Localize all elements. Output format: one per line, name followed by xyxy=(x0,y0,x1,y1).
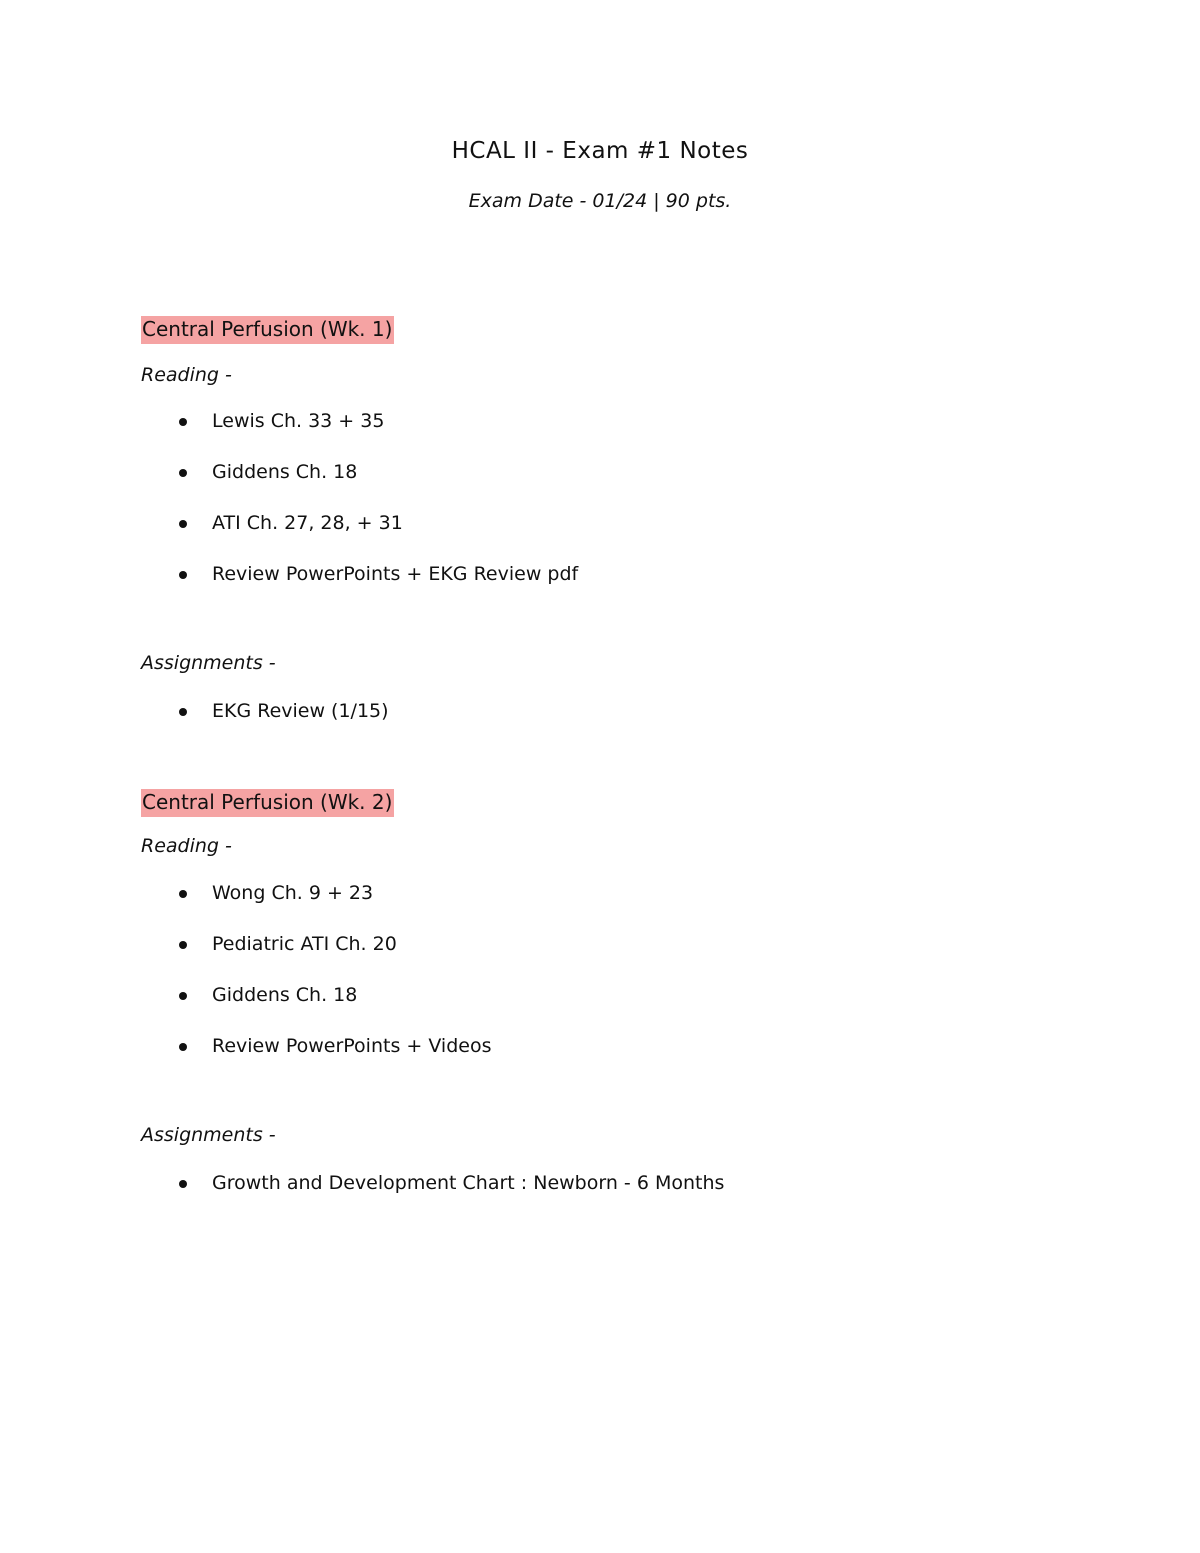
list-item-text: Giddens Ch. 18 xyxy=(212,984,358,1006)
list-item xyxy=(141,1034,1041,1085)
list-item xyxy=(141,460,1041,511)
list-item-text: EKG Review (1/15) xyxy=(212,700,389,722)
bullet-icon xyxy=(179,708,187,716)
assignments-list xyxy=(141,699,1041,750)
reading-label: Reading - xyxy=(141,364,232,386)
list-item-text: Pediatric ATI Ch. 20 xyxy=(212,933,397,955)
list-item-text: Wong Ch. 9 + 23 xyxy=(212,882,374,904)
list-item-text: Growth and Development Chart : Newborn - 6 Months xyxy=(212,1172,725,1194)
list-item-text: Lewis Ch. 33 + 35 xyxy=(212,410,385,432)
section-wk1 xyxy=(141,316,1041,750)
reading-label: Reading - xyxy=(141,835,232,857)
list-item xyxy=(141,932,1041,983)
list-item-text: ATI Ch. 27, 28, + 31 xyxy=(212,512,403,534)
list-item xyxy=(141,983,1041,1034)
list-item xyxy=(141,699,1041,750)
assignments-list xyxy=(141,1171,1041,1222)
page-title: HCAL II - Exam #1 Notes xyxy=(451,138,749,164)
bullet-icon xyxy=(179,520,187,528)
bullet-icon xyxy=(179,941,187,949)
assignments-label: Assignments - xyxy=(141,1124,276,1146)
section-heading: Central Perfusion (Wk. 2) xyxy=(141,789,394,817)
reading-list xyxy=(141,409,1041,613)
list-item xyxy=(141,881,1041,932)
bullet-icon xyxy=(179,469,187,477)
bullet-icon xyxy=(179,992,187,1000)
exam-date-subtitle: Exam Date - 01/24 | 90 pts. xyxy=(468,190,732,212)
reading-list xyxy=(141,881,1041,1085)
bullet-icon xyxy=(179,890,187,898)
section-heading: Central Perfusion (Wk. 1) xyxy=(141,316,394,344)
list-item xyxy=(141,562,1041,613)
bullet-icon xyxy=(179,1180,187,1188)
assignments-label: Assignments - xyxy=(141,652,276,674)
list-item-text: Review PowerPoints + EKG Review pdf xyxy=(212,563,579,585)
list-item xyxy=(141,409,1041,460)
bullet-icon xyxy=(179,571,187,579)
list-item xyxy=(141,511,1041,562)
list-item-text: Review PowerPoints + Videos xyxy=(212,1035,492,1057)
bullet-icon xyxy=(179,418,187,426)
list-item-text: Giddens Ch. 18 xyxy=(212,461,358,483)
bullet-icon xyxy=(179,1043,187,1051)
section-wk2 xyxy=(141,789,1041,1222)
list-item xyxy=(141,1171,1041,1222)
